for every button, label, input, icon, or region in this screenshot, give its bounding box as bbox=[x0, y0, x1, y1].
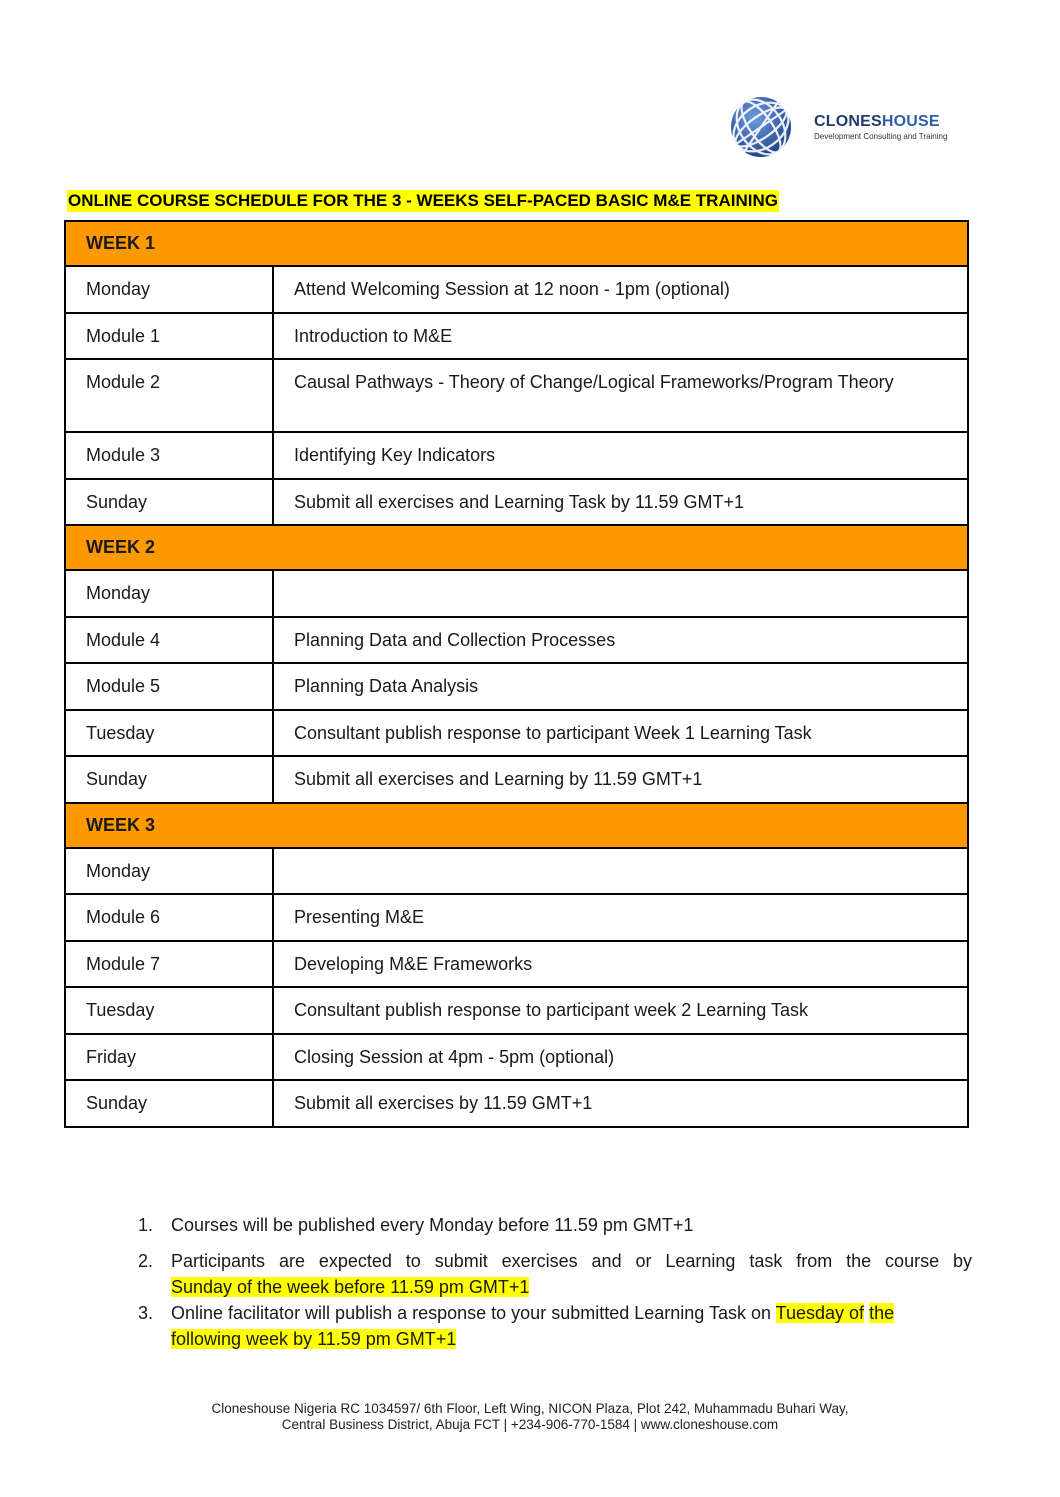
day-cell: Sunday bbox=[65, 1080, 273, 1127]
week-header: WEEK 1 bbox=[65, 221, 968, 266]
activity-cell: Introduction to M&E bbox=[273, 313, 968, 360]
table-row bbox=[65, 894, 968, 941]
activity-cell: Developing M&E Frameworks bbox=[273, 941, 968, 988]
table-row bbox=[65, 848, 968, 895]
table-row bbox=[65, 1080, 968, 1127]
highlighted-text: Sunday of the week before 11.59 pm GMT+1 bbox=[171, 1277, 530, 1297]
activity-cell: Planning Data and Collection Processes bbox=[273, 617, 968, 664]
day-cell: Module 4 bbox=[65, 617, 273, 664]
company-logo bbox=[728, 94, 968, 160]
highlighted-text: the bbox=[869, 1303, 895, 1323]
list-item bbox=[130, 1248, 972, 1300]
table-row bbox=[65, 570, 968, 617]
day-cell: Friday bbox=[65, 1034, 273, 1081]
list-number: 2. bbox=[138, 1251, 154, 1271]
activity-cell: Attend Welcoming Session at 12 noon - 1pm (optional) bbox=[273, 266, 968, 313]
day-cell: Module 1 bbox=[65, 313, 273, 360]
week-header-row bbox=[65, 803, 968, 848]
activity-cell: Consultant publish response to participant Week 1 Learning Task bbox=[273, 710, 968, 757]
day-cell: Monday bbox=[65, 266, 273, 313]
highlighted-text: following week by 11.59 pm GMT+1 bbox=[171, 1329, 457, 1349]
activity-cell: Consultant publish response to participant week 2 Learning Task bbox=[273, 987, 968, 1034]
day-cell: Module 5 bbox=[65, 663, 273, 710]
activity-cell bbox=[273, 848, 968, 895]
day-cell: Tuesday bbox=[65, 710, 273, 757]
notes-list bbox=[130, 1212, 972, 1362]
week-header: WEEK 2 bbox=[65, 525, 968, 570]
day-cell: Module 7 bbox=[65, 941, 273, 988]
table-row bbox=[65, 479, 968, 526]
week-header-row bbox=[65, 221, 968, 266]
table-row bbox=[65, 617, 968, 664]
week-header-row bbox=[65, 525, 968, 570]
footer bbox=[0, 1401, 1060, 1433]
note-text: Online facilitator will publish a response to your submitted Learning Task on bbox=[171, 1303, 776, 1323]
list-item bbox=[130, 1212, 972, 1238]
activity-cell: Closing Session at 4pm - 5pm (optional) bbox=[273, 1034, 968, 1081]
table-row bbox=[65, 941, 968, 988]
table-row bbox=[65, 359, 968, 432]
table-row bbox=[65, 710, 968, 757]
activity-cell: Submit all exercises by 11.59 GMT+1 bbox=[273, 1080, 968, 1127]
table-row bbox=[65, 266, 968, 313]
activity-cell: Planning Data Analysis bbox=[273, 663, 968, 710]
footer-address: Cloneshouse Nigeria RC 1034597/ 6th Floor, Left Wing, NICON Plaza, Plot 242, Muhammadu Buhari Way, bbox=[211, 1401, 849, 1416]
week-header: WEEK 3 bbox=[65, 803, 968, 848]
table-row bbox=[65, 663, 968, 710]
day-cell: Monday bbox=[65, 848, 273, 895]
note-text: Participants are expected to submit exercises and or Learning task from the course by bbox=[171, 1251, 972, 1271]
activity-cell: Identifying Key Indicators bbox=[273, 432, 968, 479]
table-row bbox=[65, 313, 968, 360]
table-row bbox=[65, 432, 968, 479]
footer-contact: Central Business District, Abuja FCT | +234-906-770-1584 | www.cloneshouse.com bbox=[281, 1417, 779, 1432]
list-number: 1. bbox=[138, 1215, 154, 1235]
note-text: Courses will be published every Monday before 11.59 pm GMT+1 bbox=[171, 1215, 694, 1235]
activity-cell bbox=[273, 570, 968, 617]
day-cell: Module 2 bbox=[65, 359, 273, 432]
day-cell: Sunday bbox=[65, 756, 273, 803]
schedule-table bbox=[64, 220, 969, 1128]
list-item bbox=[130, 1300, 972, 1352]
day-cell: Tuesday bbox=[65, 987, 273, 1034]
table-row bbox=[65, 1034, 968, 1081]
page-title: ONLINE COURSE SCHEDULE FOR THE 3 - WEEKS SELF-PACED BASIC M&E TRAINING bbox=[68, 191, 778, 210]
logo-name: CLONESHOUSE bbox=[814, 112, 940, 130]
list-number: 3. bbox=[138, 1303, 154, 1323]
day-cell: Sunday bbox=[65, 479, 273, 526]
globe-icon bbox=[728, 94, 794, 160]
activity-cell: Submit all exercises and Learning Task by 11.59 GMT+1 bbox=[273, 479, 968, 526]
table-row bbox=[65, 987, 968, 1034]
logo-tagline: Development Consulting and Training bbox=[814, 131, 948, 141]
activity-cell: Causal Pathways - Theory of Change/Logical Frameworks/Program Theory bbox=[273, 359, 968, 432]
day-cell: Module 6 bbox=[65, 894, 273, 941]
day-cell: Module 3 bbox=[65, 432, 273, 479]
highlighted-text: Tuesday of bbox=[775, 1303, 865, 1323]
activity-cell: Submit all exercises and Learning by 11.59 GMT+1 bbox=[273, 756, 968, 803]
table-row bbox=[65, 756, 968, 803]
activity-cell: Presenting M&E bbox=[273, 894, 968, 941]
day-cell: Monday bbox=[65, 570, 273, 617]
